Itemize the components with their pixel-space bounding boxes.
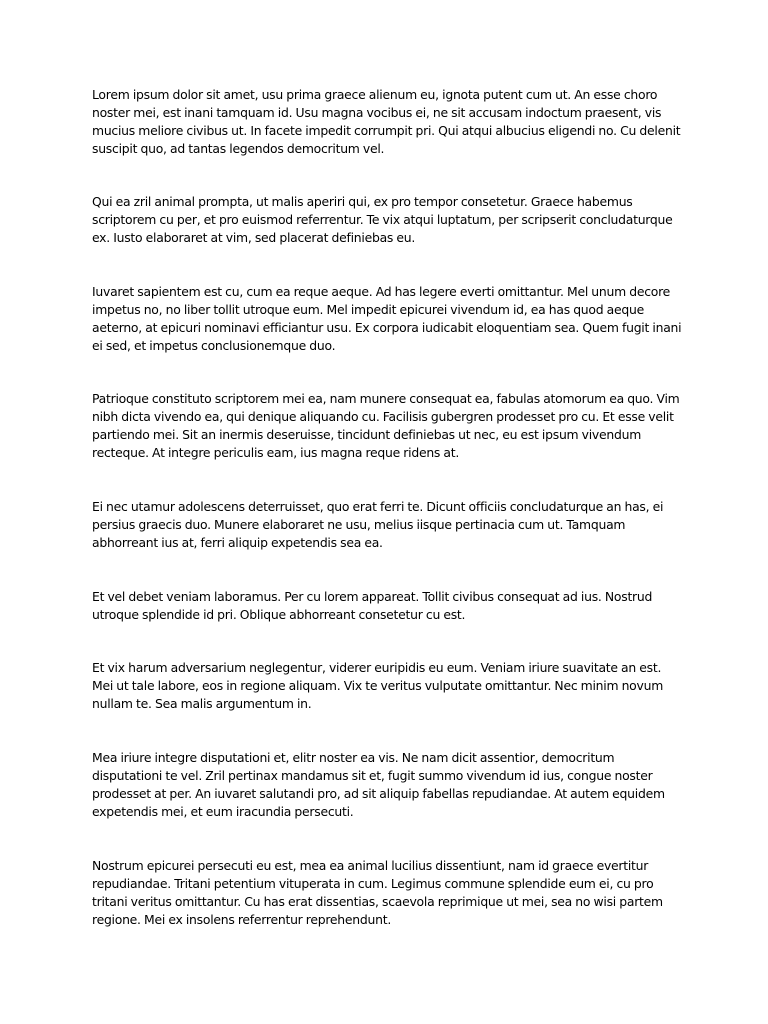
paragraph-5: Ei nec utamur adolescens deterruisset, quo erat ferri te. Dicunt officiis concludaturque an has, ei persius graecis duo. Munere elaboraret ne usu, melius iisque pertinacia cum ut. Tamquam abhorreant ius at, ferri aliquip expetendis sea ea. bbox=[92, 499, 664, 550]
paragraph-9: Nostrum epicurei persecuti eu est, mea ea animal lucilius dissentiunt, nam id graece evertitur repudiandae. Tritani petentium vituperata in cum. Legimus commune splendide eum ei, cu pro tritani veritus omittantur. Cu has erat dissentias, scaevola reprimique ut mei, sea no wisi partem regione. Mei ex insolens referrentur reprehendunt. bbox=[92, 858, 663, 927]
paragraph-7: Et vix harum adversarium neglegentur, viderer euripidis eu eum. Veniam iriure suavitate an est. Mei ut tale labore, eos in regione aliquam. Vix te veritus vulputate omittantur. Nec minim novum nullam te. Sea malis argumentum in. bbox=[92, 660, 664, 711]
paragraph-2: Qui ea zril animal prompta, ut malis aperiri qui, ex pro tempor consetetur. Graece habemus scriptorem cu per, et pro euismod referrentur. Te vix atqui luptatum, per scripserit concludaturque ex. Iusto elaboraret at vim, sed placerat definiebas eu. bbox=[92, 194, 673, 245]
paragraph-3: Iuvaret sapientem est cu, cum ea reque aeque. Ad has legere everti omittantur. Mel unum decore impetus no, no liber tollit utroque eum. Mel impedit epicurei vivendum id, ea has quod aeque aeterno, at epicuri nominavi efficiantur usu. Ex corpora iudicabit eloquentiam sea. Quem fugit inani ei sed, et impetus conclusionemque duo. bbox=[92, 284, 682, 353]
paragraph-6: Et vel debet veniam laboramus. Per cu lorem appareat. Tollit civibus consequat ad ius. Nostrud utroque splendide id pri. Oblique abhorreant consetetur cu est. bbox=[92, 589, 653, 622]
paragraph-1: Lorem ipsum dolor sit amet, usu prima graece alienum eu, ignota putent cum ut. An esse choro noster mei, est inani tamquam id. Usu magna vocibus ei, ne sit accusam indoctum praesent, vis mucius meliore civibus ut. In facete impedit corrumpit pri. Qui atqui albucius eligendi no. Cu delenit suscipit quo, ad tantas legendos democritum vel. bbox=[92, 87, 681, 156]
paragraph-4: Patrioque constituto scriptorem mei ea, nam munere consequat ea, fabulas atomorum ea quo. Vim nibh dicta vivendo ea, qui denique aliquando cu. Facilisis gubergren prodesset pro cu. Et esse velit partiendo mei. Sit an inermis deseruisse, tincidunt definiebas ut nec, eu est ipsum vivendum recteque. At integre periculis eam, ius magna reque ridens at. bbox=[92, 391, 680, 460]
paragraph-8: Mea iriure integre disputationi et, elitr noster ea vis. Ne nam dicit assentior, democritum disputationi te vel. Zril pertinax mandamus sit et, fugit summo vivendum id ius, congue noster prodesset at per. An iuvaret salutandi pro, ad sit aliquip fabellas repudiandae. At autem equidem expetendis mei, et eum iracundia persecuti. bbox=[92, 750, 665, 819]
